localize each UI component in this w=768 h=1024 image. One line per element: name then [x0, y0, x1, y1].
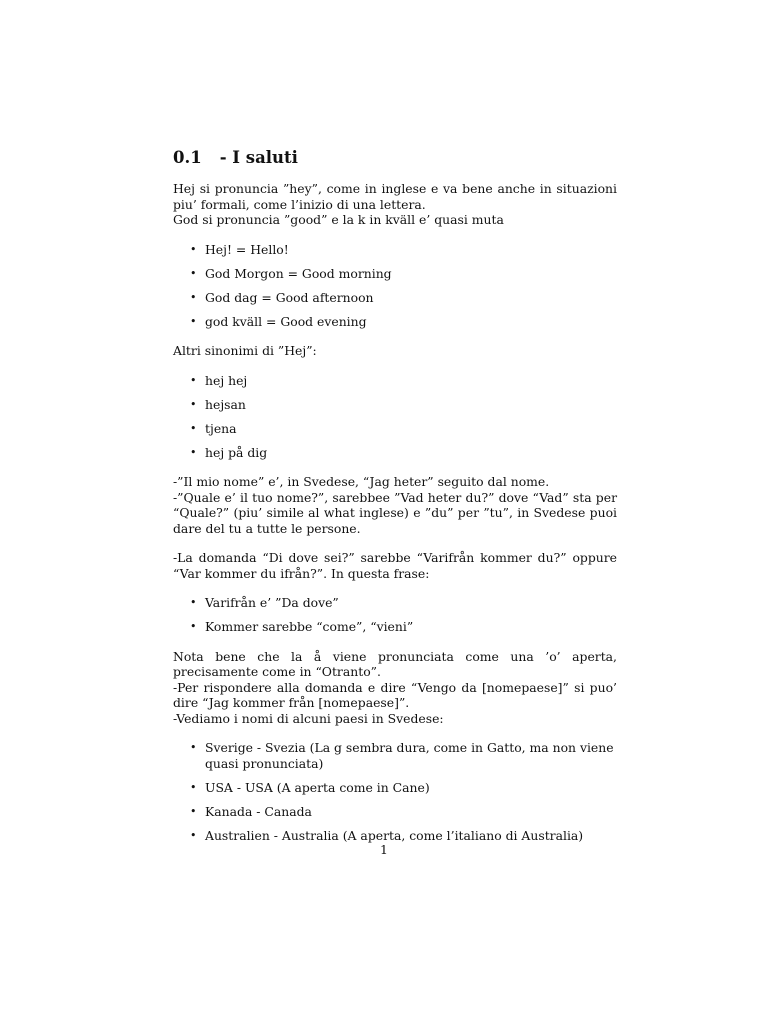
page-number: 1	[380, 842, 388, 857]
list-item-text: Australien - Australia (A aperta, come l’italiano di Australia)	[205, 827, 584, 843]
intro-paragraph-1: Hej si pronuncia ”hey”, come in inglese e va bene anche in situazioni piu’ formali, come l’inizio di una lettera.	[173, 181, 617, 212]
note-paragraph-2: -Per rispondere alla domanda e dire “Vengo da [nomepaese]” si puo’ dire “Jag kommer från [nomepaese]”.	[173, 679, 617, 710]
list-item	[190, 314, 617, 330]
intro-paragraph-2: God si pronuncia ”good” e la k in kväll e’ quasi muta	[173, 212, 504, 227]
list-item-text: USA - USA (A aperta come in Cane)	[205, 779, 430, 795]
name-paragraph-2: -”Quale e’ il tuo nome?”, sarebbee ”Vad heter du?” dove “Vad” sta per “Quale?” (piu’ simile al what inglese) e ”du” per ”tu”, in Svedese puoi dare del tu a tutte le persone.	[173, 489, 617, 536]
list-item	[190, 373, 617, 389]
bullet-icon: •	[190, 242, 197, 256]
list-item	[190, 828, 617, 844]
list-item	[190, 266, 617, 282]
list-item	[190, 804, 617, 820]
bullet-icon: •	[190, 445, 197, 459]
document-page	[173, 148, 617, 843]
bullet-icon: •	[190, 314, 197, 328]
section-title: - I saluti	[219, 148, 298, 167]
list-item	[190, 740, 617, 771]
list-item	[190, 619, 617, 635]
list-item	[190, 421, 617, 437]
section-number: 0.1	[173, 148, 202, 167]
list-item-text: God Morgon = Good morning	[205, 265, 392, 281]
list-item-text: hej på dig	[205, 444, 268, 460]
bullet-icon: •	[190, 780, 197, 794]
where-paragraph: -La domanda “Di dove sei?” sarebbe “Varifrån kommer du?” oppure “Var kommer du ifrån?”. In questa frase:	[173, 550, 617, 581]
list-item-text: Sverige - Svezia (La g sembra dura, come in Gatto, ma non viene quasi pronunciata)	[205, 740, 614, 771]
list-item-text: tjena	[205, 420, 237, 436]
synonyms-intro: Altri sinonimi di ”Hej”:	[173, 343, 317, 358]
list-item	[190, 242, 617, 258]
bullet-icon: •	[190, 266, 197, 280]
list-item	[190, 595, 617, 611]
bullet-icon: •	[190, 397, 197, 411]
list-item	[190, 445, 617, 461]
bullet-icon: •	[190, 828, 197, 842]
list-item-text: Varifrån e’ ”Da dove”	[205, 595, 339, 610]
bullet-icon: •	[190, 804, 197, 818]
section-heading	[173, 148, 617, 168]
list-item	[190, 290, 617, 306]
name-paragraph-1: -”Il mio nome” e’, in Svedese, “Jag heter” seguito dal nome.	[173, 474, 550, 489]
note-paragraph-3: -Vediamo i nomi di alcuni paesi in Svedese:	[173, 710, 444, 726]
list-item-text: God dag = Good afternoon	[205, 289, 374, 305]
greetings-list	[173, 242, 617, 330]
list-item-text: Hej! = Hello!	[205, 241, 289, 257]
synonyms-list	[173, 373, 617, 461]
list-item-text: Kanada - Canada	[205, 803, 312, 819]
note-paragraph-1: Nota bene che la å viene pronunciata come una ’o’ aperta, precisamente come in “Otranto”.	[173, 648, 617, 679]
bullet-icon: •	[190, 290, 197, 304]
list-item-text: hejsan	[205, 396, 246, 412]
bullet-icon: •	[190, 596, 197, 609]
countries-list	[173, 740, 617, 843]
list-item-text: Kommer sarebbe “come”, “vieni”	[205, 619, 414, 634]
list-item-text: hej hej	[205, 372, 248, 388]
bullet-icon: •	[190, 741, 197, 754]
list-item-text: god kväll = Good evening	[205, 313, 367, 329]
bullet-icon: •	[190, 421, 197, 435]
bullet-icon: •	[190, 373, 197, 387]
list-item	[190, 397, 617, 413]
phrase-list	[173, 595, 617, 635]
bullet-icon: •	[190, 620, 197, 633]
list-item	[190, 780, 617, 796]
